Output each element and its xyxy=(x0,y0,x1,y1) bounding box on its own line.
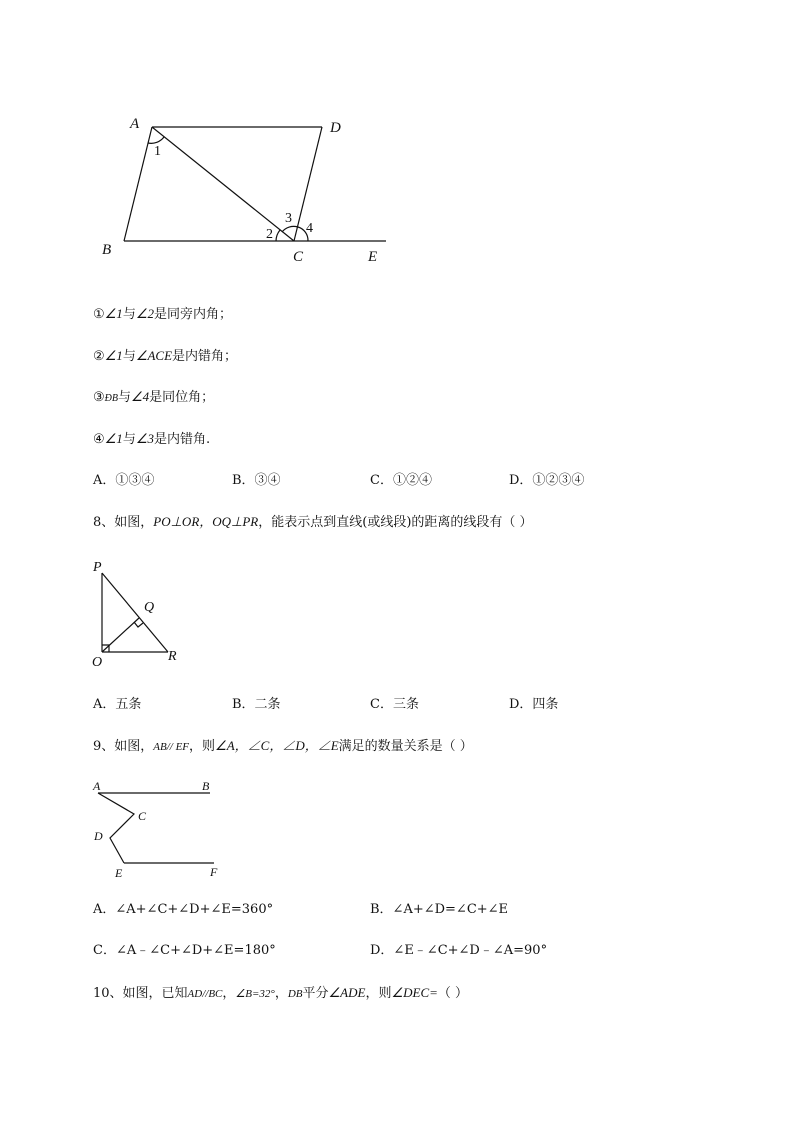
q9-option-b[interactable]: B．∠A+∠D=∠C+∠E xyxy=(370,902,509,917)
statement-1: ①∠1与∠2是同旁内角； xyxy=(93,306,232,322)
label-f: F xyxy=(210,865,218,879)
label-p: P xyxy=(93,560,102,575)
q7-option-c[interactable]: C．①②④ xyxy=(370,473,432,488)
q7-option-d[interactable]: D．①②③④ xyxy=(509,473,585,488)
label-o: O xyxy=(92,655,103,668)
angle-2-label: 2 xyxy=(266,227,273,242)
statement-4: ④∠1与∠3是内错角. xyxy=(93,431,211,447)
q9-option-d[interactable]: D．∠E﹣∠C+∠D﹣∠A=90° xyxy=(370,943,548,958)
angle-4-label: 4 xyxy=(306,221,313,236)
label-d: D xyxy=(94,829,103,843)
q10-question: 10、如图，已知AD//BC，∠B=32°，DB平分∠ADE，则∠DEC=（ ） xyxy=(93,985,469,1001)
label-q: Q xyxy=(144,600,155,615)
label-e: E xyxy=(368,249,378,265)
label-a: A xyxy=(130,116,140,132)
statement-3: ③ÐB与∠4是同位角； xyxy=(93,389,215,405)
label-a: A xyxy=(93,779,101,793)
label-e: E xyxy=(115,866,123,880)
label-r: R xyxy=(168,649,177,664)
q8-option-c[interactable]: C．三条 xyxy=(370,697,419,712)
q7-option-b[interactable]: B．③④ xyxy=(232,473,281,488)
q9-option-c[interactable]: C．∠A﹣∠C+∠D+∠E=180° xyxy=(93,943,276,958)
q7-option-a[interactable]: A．①③④ xyxy=(93,473,155,488)
right-triangle-figure xyxy=(88,556,188,668)
angle-3-label: 3 xyxy=(285,211,292,226)
label-d: D xyxy=(330,120,341,136)
zigzag-parallel-figure xyxy=(88,776,228,882)
label-b: B xyxy=(102,242,112,258)
q9-question: 9、如图，AB// EF，则∠A，∠C，∠D，∠E满足的数量关系是（ ） xyxy=(93,738,473,754)
q8-question: 8、如图，PO⊥OR，OQ⊥PR，能表示点到直线(或线段)的距离的线段有（ ） xyxy=(93,514,533,530)
q9-option-a[interactable]: A．∠A+∠C+∠D+∠E=360° xyxy=(93,902,274,917)
q8-option-d[interactable]: D．四条 xyxy=(509,697,559,712)
label-b: B xyxy=(202,779,210,793)
angle-1-label: 1 xyxy=(154,144,161,159)
q8-option-a[interactable]: A．五条 xyxy=(93,697,142,712)
label-c: C xyxy=(138,809,147,823)
label-c: C xyxy=(293,249,304,265)
statement-2: ②∠1与∠ACE是内错角； xyxy=(93,348,238,364)
q8-option-b[interactable]: B．二条 xyxy=(232,697,281,712)
parallelogram-figure xyxy=(90,110,400,275)
